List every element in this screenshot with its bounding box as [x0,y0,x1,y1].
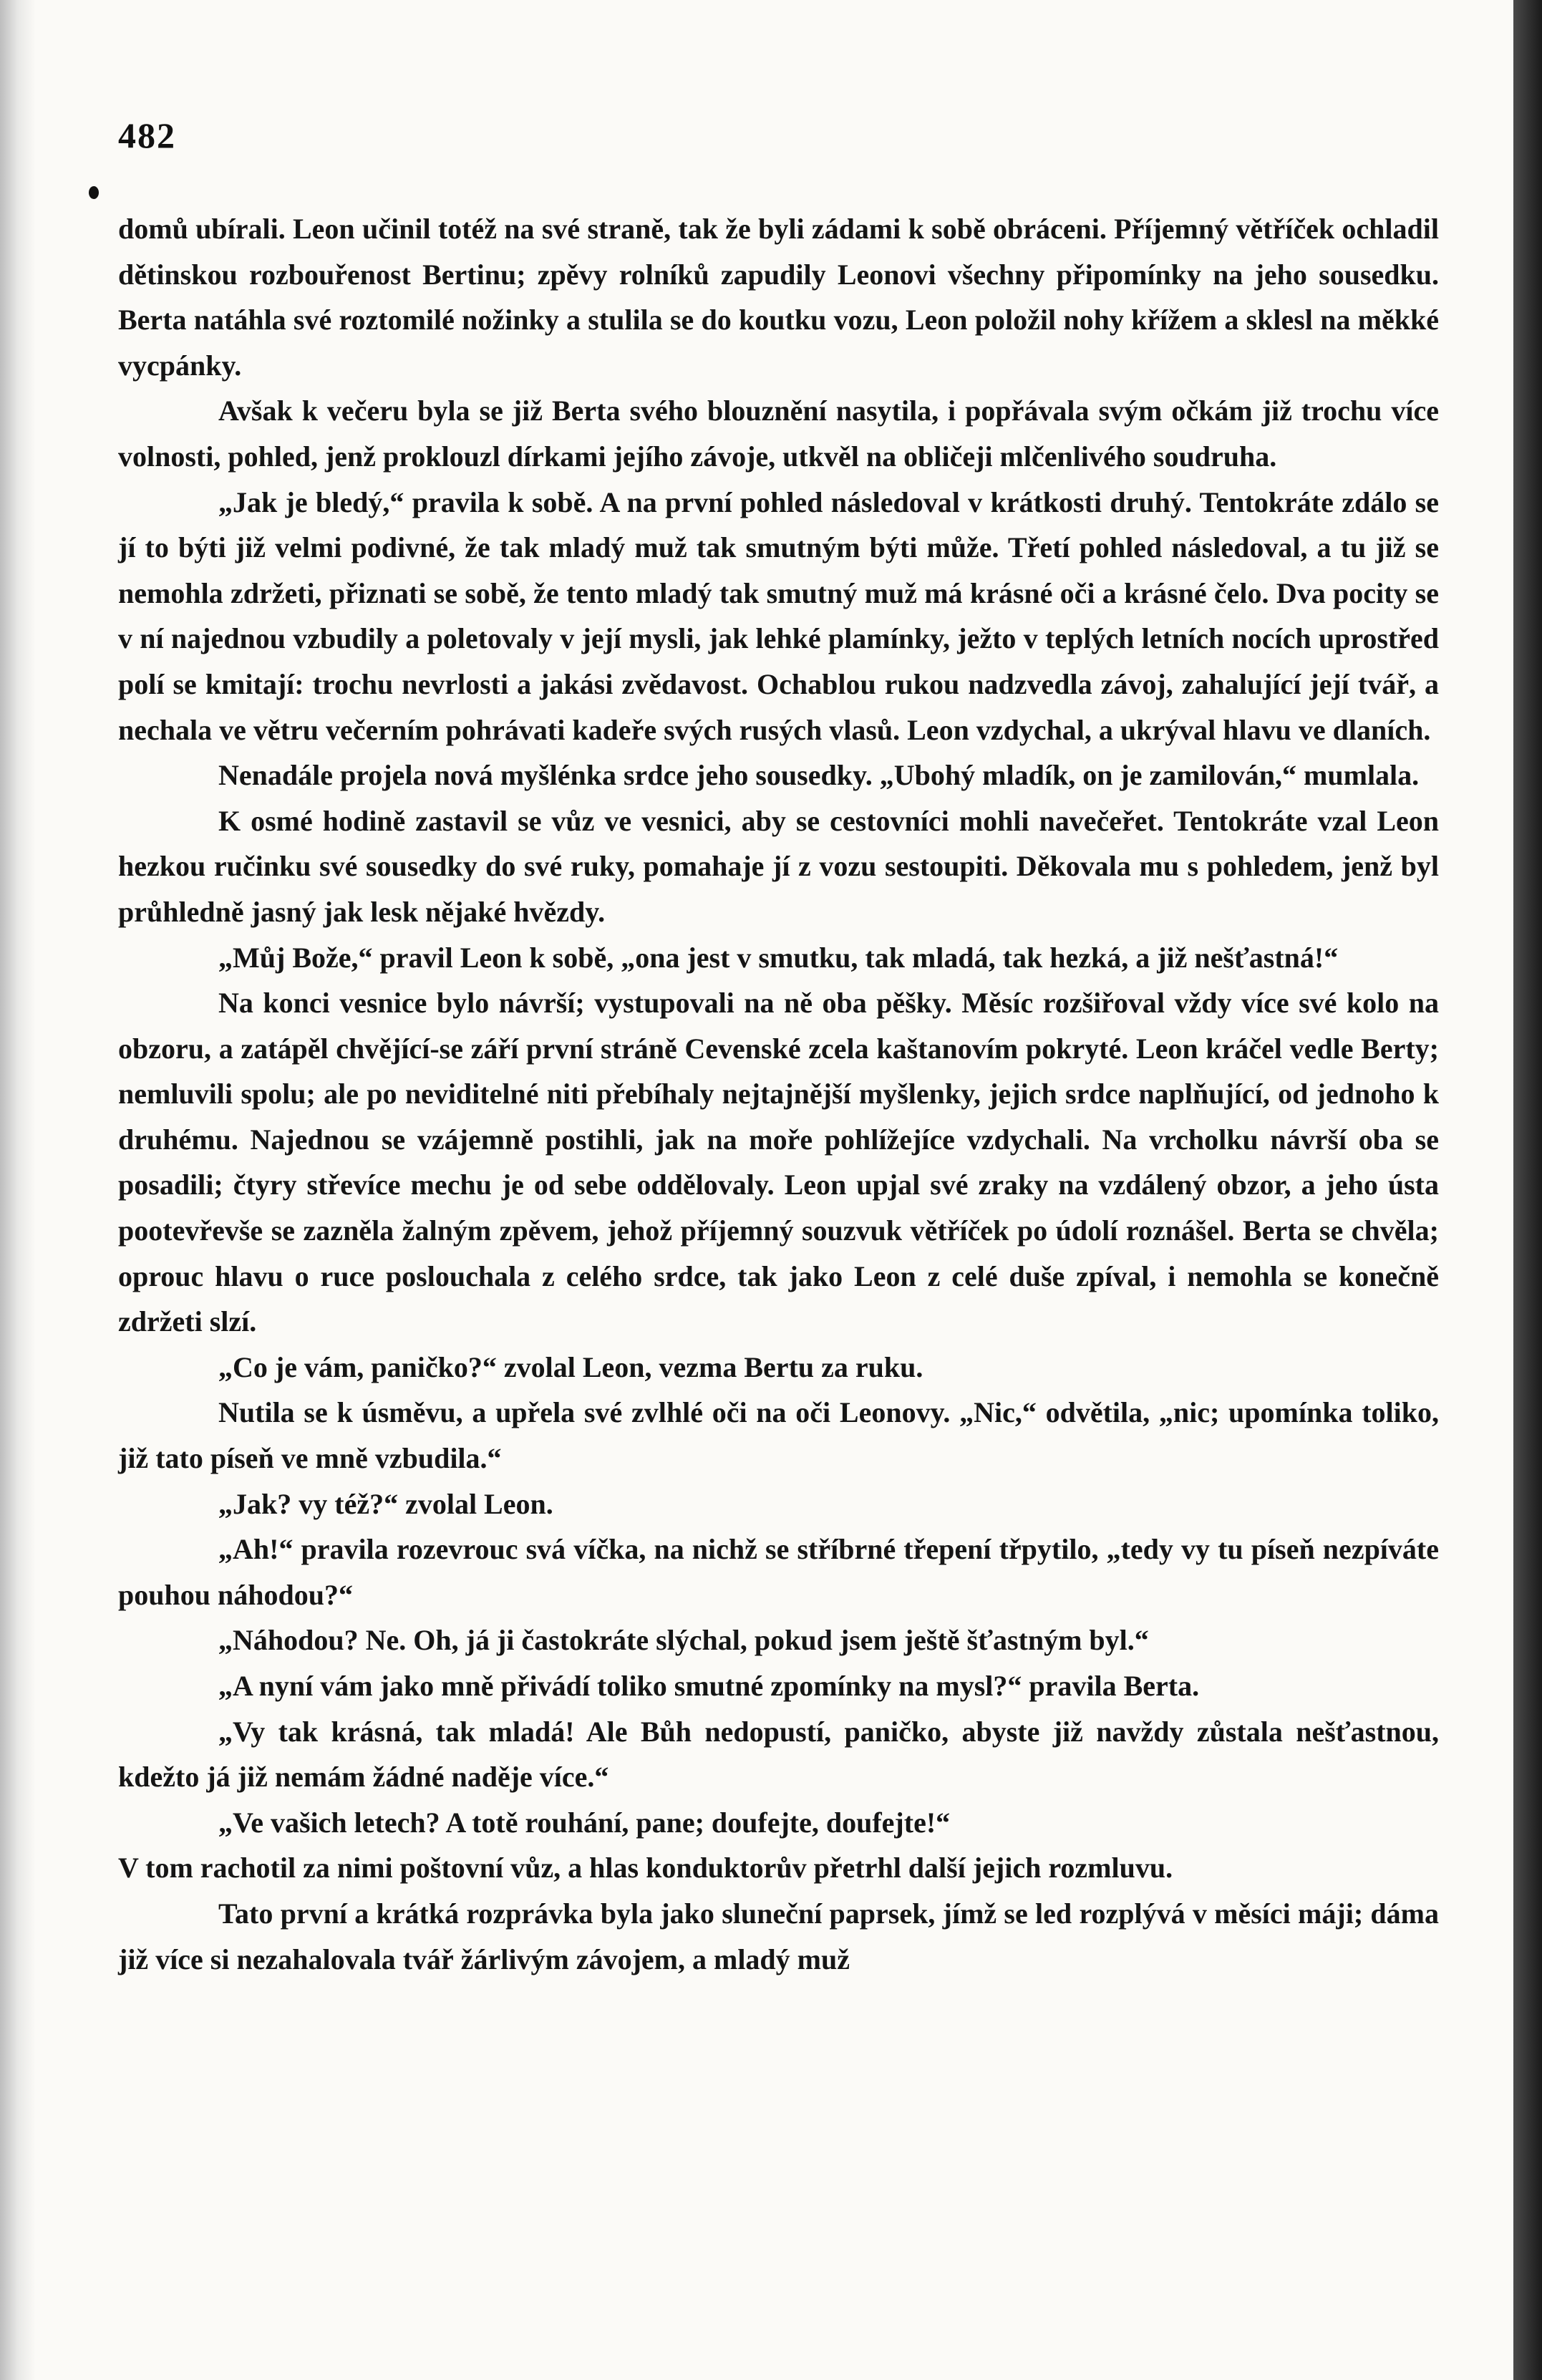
paragraph: V tom rachotil za nimi poštovní vůz, a hlas konduktorův přetrhl další jejich rozmluvu. [118,1852,1173,1885]
scan-right-edge [1513,0,1542,2380]
ink-dot-mark [89,186,99,199]
page-text-body [118,206,1439,1982]
scan-gutter-shadow [0,0,36,2380]
paragraph: „Jak? vy též?“ zvolal Leon. [218,1487,553,1520]
paragraph: „A nyní vám jako mně přivádí toliko smutné zpomínky na mysl?“ pravila Berta. [218,1670,1200,1702]
paragraph: K osmé hodině zastavil se vůz ve vesnici, aby se cestovníci mohli navečeřet. Tentokráte vzal Leon hezkou ručinku své sousedky do své ruky, pomahaje jí z vozu sestoupiti. Děkovala mu s pohledem, jenž byl průhledně jasný jak lesk nějaké hvězdy. [118,804,1439,928]
paragraph: Nutila se k úsměvu, a upřela své zvlhlé oči na oči Leonovy. „Nic,“ odvětila, „nic; upomínka toliko, již tato píseň ve mně vzbudila.“ [118,1396,1439,1475]
paragraph: „Jak je bledý,“ pravila k sobě. A na první pohled následoval v krátkosti druhý. Tentokráte zdálo se jí to býti již velmi podivné, že tak mladý muž tak smutným býti může. Třetí pohled následoval, a tu již se nemohla zdržeti, přiznati se sobě, že tento mladý tak smutný muž má krásné oči a krásné čelo. Dva pocity se v ní najednou vzbudily a poletovaly v její mysli, jak lehké plamínky, ježto v teplých letních nocích uprostřed polí se kmitají: trochu nevrlosti a jakási zvědavost. Ochablou rukou nadzvedla závoj, zahalující její tvář, a nechala ve větru večerním pohrávati kadeře svých rusých vlasů. Leon vzdychal, a ukrýval hlavu ve dlaních. [118,485,1439,746]
paragraph: „Náhodou? Ne. Oh, já ji častokráte slýchal, pokud jsem ještě šťastným byl.“ [218,1624,1149,1657]
paragraph: „Co je vám, paničko?“ zvolal Leon, vezma Bertu za ruku. [218,1350,923,1383]
paragraph: Tato první a krátká rozprávka byla jako sluneční paprsek, jímž se led rozplývá v měsíci máji; dáma již více si nezahalovala tvář žárlivým závojem, a mladý muž [118,1897,1439,1975]
paragraph: Na konci vesnice bylo návrší; vystupovali na ně oba pěšky. Měsíc rozšiřoval vždy více své kolo na obzoru, a zatápěl chvějící-se září první stráně Cevenské zcela kaštanovím pokryté. Leon kráčel vedle Berty; nemluvili spolu; ale po neviditelné niti přebíhaly nejtajnější myšlenky, jejich srdce naplňující, od jednoho k druhému. Najednou se vzájemně postihli, jak na moře pohlížejíce vzdychali. Na vrcholku návrší oba se posadili; čtyry střevíce mechu je od sebe oddělovaly. Leon upjal své zraky na vzdálený obzor, a jeho ústa pootevřevše se zazněla žalným zpěvem, jehož příjemný souzvuk větříček po údolí roznášel. Berta se chvěla; oprouc hlavu o ruce poslouchala z celého srdce, tak jako Leon z celé duše zpíval, i nemohla se konečně zdržeti slzí. [118,987,1439,1338]
paragraph: „Vy tak krásná, tak mladá! Ale Bůh nedopustí, paničko, abyste již navždy zůstala nešťastnou, kdežto já již nemám žádné naděje více.“ [118,1715,1439,1794]
paragraph: „Ve vašich letech? A totě rouhání, pane; doufejte, doufejte!“ [218,1806,951,1839]
paragraph: domů ubírali. Leon učinil totéž na své straně, tak že byli zádami k sobě obráceni. Příjemný větříček ochladil dětinskou rozbouřenost Bertinu; zpěvy rolníků zapudily Leonovi všechny připomínky na jeho sousedku. Berta natáhla své roztomilé nožinky a stulila se do koutku vozu, Leon položil nohy křížem a sklesl na měkké vycpánky. [118,213,1439,382]
paragraph: Nenadále projela nová myšlénka srdce jeho sousedky. „Ubohý mladík, on je zamilován,“ mumlala. [218,759,1420,792]
paragraph: Avšak k večeru byla se již Berta svého blouznění nasytila, i popřávala svým očkám již trochu více volnosti, pohled, jenž proklouzl dírkami jejího závoje, utkvěl na obličeji mlčenlivého soudruha. [118,395,1439,473]
paragraph: „Můj Bože,“ pravil Leon k sobě, „ona jest v smutku, tak mladá, tak hezká, a již nešťastná!“ [218,941,1339,974]
page-number: 482 [118,115,176,155]
paragraph: „Ah!“ pravila rozevrouc svá víčka, na nichž se stříbrné třepení třpytilo, „tedy vy tu píseň nezpíváte pouhou náhodou?“ [118,1533,1439,1611]
